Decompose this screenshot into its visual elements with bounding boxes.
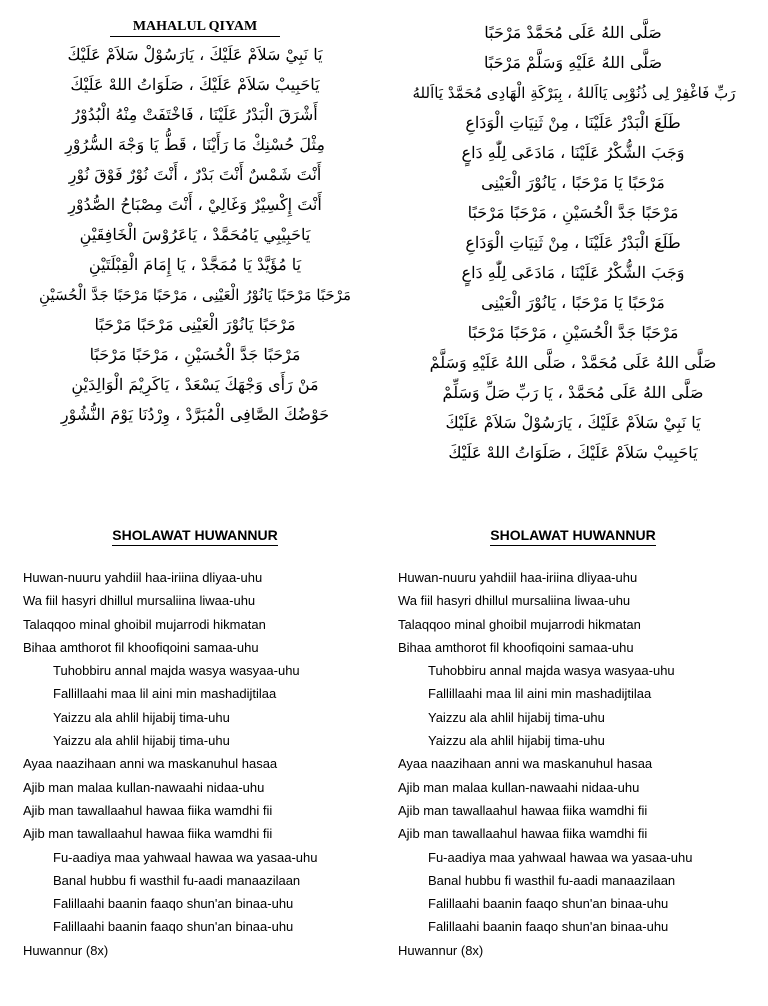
arabic-line: صَلَّى اللهُ عَلَى مُحَمَّدْ مَرْحَبًا [484,23,662,42]
arabic-line: مَنْ رَأَى وَجْهَكَ يَسْعَدْ ، يَاكَرِيْمَ الْوَالِدَيْنِ [71,375,319,394]
lyric-line: Banal hubbu fi wasthil fu-aadi manaazilaan [53,872,301,888]
lyric-line: Falillaahi baanin faaqo shun'an binaa-uhu [428,896,669,912]
arabic-line: صَلَّى اللهُ عَلَى مُحَمَّدْ ، صَلَّى اللهُ عَلَيْهِ وَسَلَّمْ [429,353,717,372]
lyric-line: Ajib man malaa kullan-nawaahi nidaa-uhu [398,779,640,795]
arabic-line: يَاحَبِيْبِي يَامُحَمَّدْ ، يَاعَرُوْسَ الْخَافِقَيْنِ [79,225,311,244]
lyric-line: Yaizzu ala ahlil hijabij tima-uhu [428,709,605,725]
lyric-line: Huwan-nuuru yahdiil haa-iriina dliyaa-uhu [23,570,263,585]
lyric-line: Ayaa naazihaan anni wa maskanuhul hasaa [398,756,653,772]
arabic-line: أَنْتَ إِكْسِيْرٌ وَغَالِيْ ، أَنْتَ مِصْبَاحُ الصُّدُوْرِ [68,195,322,214]
arabic-line: مَرْحَبًا جَدَّ الْحُسَيْنِ ، مَرْحَبًا مَرْحَبًا [467,203,679,222]
arabic-line: مَرْحَبًا يَا مَرْحَبًا ، يَانُوْرَ الْعَيْنِى [481,293,665,312]
arabic-line: وَجَبَ الشُّكْرُ عَلَيْنَا ، مَادَعَى لِلّٰهِ دَاعٍ [461,263,685,282]
lyric-line: Falillaahi baanin faaqo shun'an binaa-uhu [428,919,669,935]
lyric-line: Fallillaahi maa lil aini min mashadijtilaa [428,686,652,702]
arabic-line: حَوْضُكَ الصَّافِى الْمُبَرَّدْ ، وِرْدُنَا يَوْمَ النُّشُوْرِ [60,405,330,424]
arabic-line: طَلَعَ الْبَدْرُ عَلَيْنَا ، مِنْ ثَنِيَاتِ الْوَدَاعِ [465,233,681,252]
arabic-line: صَلَّى اللهُ عَلَى مُحَمَّدْ ، يَا رَبِّ صَلِّ وَسَلِّمْ [442,383,704,402]
arabic-line: يَا نَبِيْ سَلاَمْ عَلَيْكَ ، يَارَسُوْلْ سَلاَمْ عَلَيْكَ [445,413,701,432]
arabic-line: يَا نَبِيْ سَلاَمْ عَلَيْكَ ، يَارَسُوْلْ سَلاَمْ عَلَيْكَ [67,45,323,64]
left-arabic-column [10,18,380,430]
arabic-line: مَرْحَبًا مَرْحَبًا يَانُوْرُ الْعَيْنِى ، مَرْحَبًا مَرْحَبًا جَدَّ الْحُسَيْنِ [38,286,352,304]
arabic-line: مِثْلَ حُسْنِكْ مَا رَأَيْنَا ، قَطُّ يَا وَجْهَ السُّرُوْرِ [65,135,325,154]
lyric-line: Ajib man tawallaahul hawaa fiika wamdhi fii [398,826,648,842]
arabic-line: يَا مُؤَيَّدْ يَا مُمَجَّدْ ، يَا إِمَامَ الْقِبْلَتَيْنِ [88,255,302,274]
arabic-line: أَشْرَقَ الْبَدْرُ عَلَيْنَا ، فَاخْتَفَتْ مِنْهُ الْبُدُوْرُ [72,105,318,124]
lyric-line: Wa fiil hasyri dhillul mursaliina liwaa-uhu [398,593,631,609]
arabic-line: مَرْحَبًا يَا مَرْحَبًا ، يَانُوْرَ الْعَيْنِى [481,173,665,192]
lyric-line: Bihaa amthorot fil khoofiqoini samaa-uhu [398,639,634,655]
sholawat-title: SHOLAWAT HUWANNUR [490,527,655,546]
lyric-line: Huwan-nuuru yahdiil haa-iriina dliyaa-uhu [398,570,638,585]
lyric-line: Banal hubbu fi wasthil fu-aadi manaazilaan [428,872,676,888]
sholawat-lyrics-right [398,566,768,962]
arabic-line: وَجَبَ الشُّكْرُ عَلَيْنَا ، مَادَعَى لِلّٰهِ دَاعٍ [461,143,685,162]
arabic-line: أَنْتَ شَمْسٌ أَنْتَ بَدْرٌ ، أَنْتَ نُوْرٌ فَوْقَ نُوْرِ [68,165,322,184]
lyric-line: Ajib man tawallaahul hawaa fiika wamdhi fii [23,802,273,818]
arabic-line: مَرْحَبًا جَدَّ الْحُسَيْنِ ، مَرْحَبًا مَرْحَبًا [467,323,679,342]
lyric-line: Talaqqoo minal ghoibil mujarrodi hikmatan [23,616,266,632]
sholawat-lyrics-left [23,566,393,962]
lyric-line: Talaqqoo minal ghoibil mujarrodi hikmatan [398,616,641,632]
lyric-line: Yaizzu ala ahlil hijabij tima-uhu [53,709,230,725]
sholawat-title: SHOLAWAT HUWANNUR [112,527,277,546]
lyric-line: Tuhobbiru annal majda wasya wasyaa-uhu [428,663,675,679]
lyric-line: Yaizzu ala ahlil hijabij tima-uhu [53,733,230,749]
lyric-line: Falillaahi baanin faaqo shun'an binaa-uhu [53,919,294,935]
lyric-line: Fu-aadiya maa yahwaal hawaa wa yasaa-uhu [428,849,693,865]
arabic-line: يَاحَبِيبْ سَلاَمْ عَلَيْكَ ، صَلَوَاتُ اللهْ عَلَيْكَ [70,75,320,94]
lyric-line: Tuhobbiru annal majda wasya wasyaa-uhu [53,663,300,679]
lyric-line: Ajib man malaa kullan-nawaahi nidaa-uhu [23,779,265,795]
arabic-line: صَلَّى اللهُ عَلَيْهِ وَسَلَّمْ مَرْحَبًا [483,53,663,72]
mahalul-qiyam-title: MAHALUL QIYAM [110,18,280,37]
right-arabic-column [388,18,758,468]
lyric-line: Ajib man tawallaahul hawaa fiika wamdhi fii [23,826,273,842]
arabic-line: رَبِّ فَاغْفِرْ لِى ذُنُوْبِى يَااَللهُ ، بِبَرْكَةِ الْهَادِى مُحَمَّدْ يَااَللهُ [412,84,736,102]
lyric-line: Falillaahi baanin faaqo shun'an binaa-uhu [53,896,294,912]
lyric-line: Fallillaahi maa lil aini min mashadijtilaa [53,686,277,702]
lyric-line: Huwannur (8x) [398,942,484,958]
sholawat-title-right-wrap [388,525,758,544]
arabic-line: طَلَعَ الْبَدْرُ عَلَيْنَا ، مِنْ ثَنِيَاتِ الْوَدَاعِ [465,113,681,132]
lyric-line: Huwannur (8x) [23,942,109,958]
lyric-line: Ayaa naazihaan anni wa maskanuhul hasaa [23,756,278,772]
lyric-line: Wa fiil hasyri dhillul mursaliina liwaa-uhu [23,593,256,609]
lyric-line: Yaizzu ala ahlil hijabij tima-uhu [428,733,605,749]
arabic-line: يَاحَبِيبْ سَلاَمْ عَلَيْكَ ، صَلَوَاتُ اللهْ عَلَيْكَ [448,443,698,462]
lyric-line: Bihaa amthorot fil khoofiqoini samaa-uhu [23,639,259,655]
sholawat-title-left-wrap [10,525,380,544]
lyric-line: Fu-aadiya maa yahwaal hawaa wa yasaa-uhu [53,849,318,865]
lyric-line: Ajib man tawallaahul hawaa fiika wamdhi fii [398,802,648,818]
arabic-line: مَرْحَبًا جَدَّ الْحُسَيْنِ ، مَرْحَبًا مَرْحَبًا [89,345,301,364]
arabic-line: مَرْحَبًا يَانُوْرَ الْعَيْنِى مَرْحَبًا مَرْحَبًا [94,315,296,334]
